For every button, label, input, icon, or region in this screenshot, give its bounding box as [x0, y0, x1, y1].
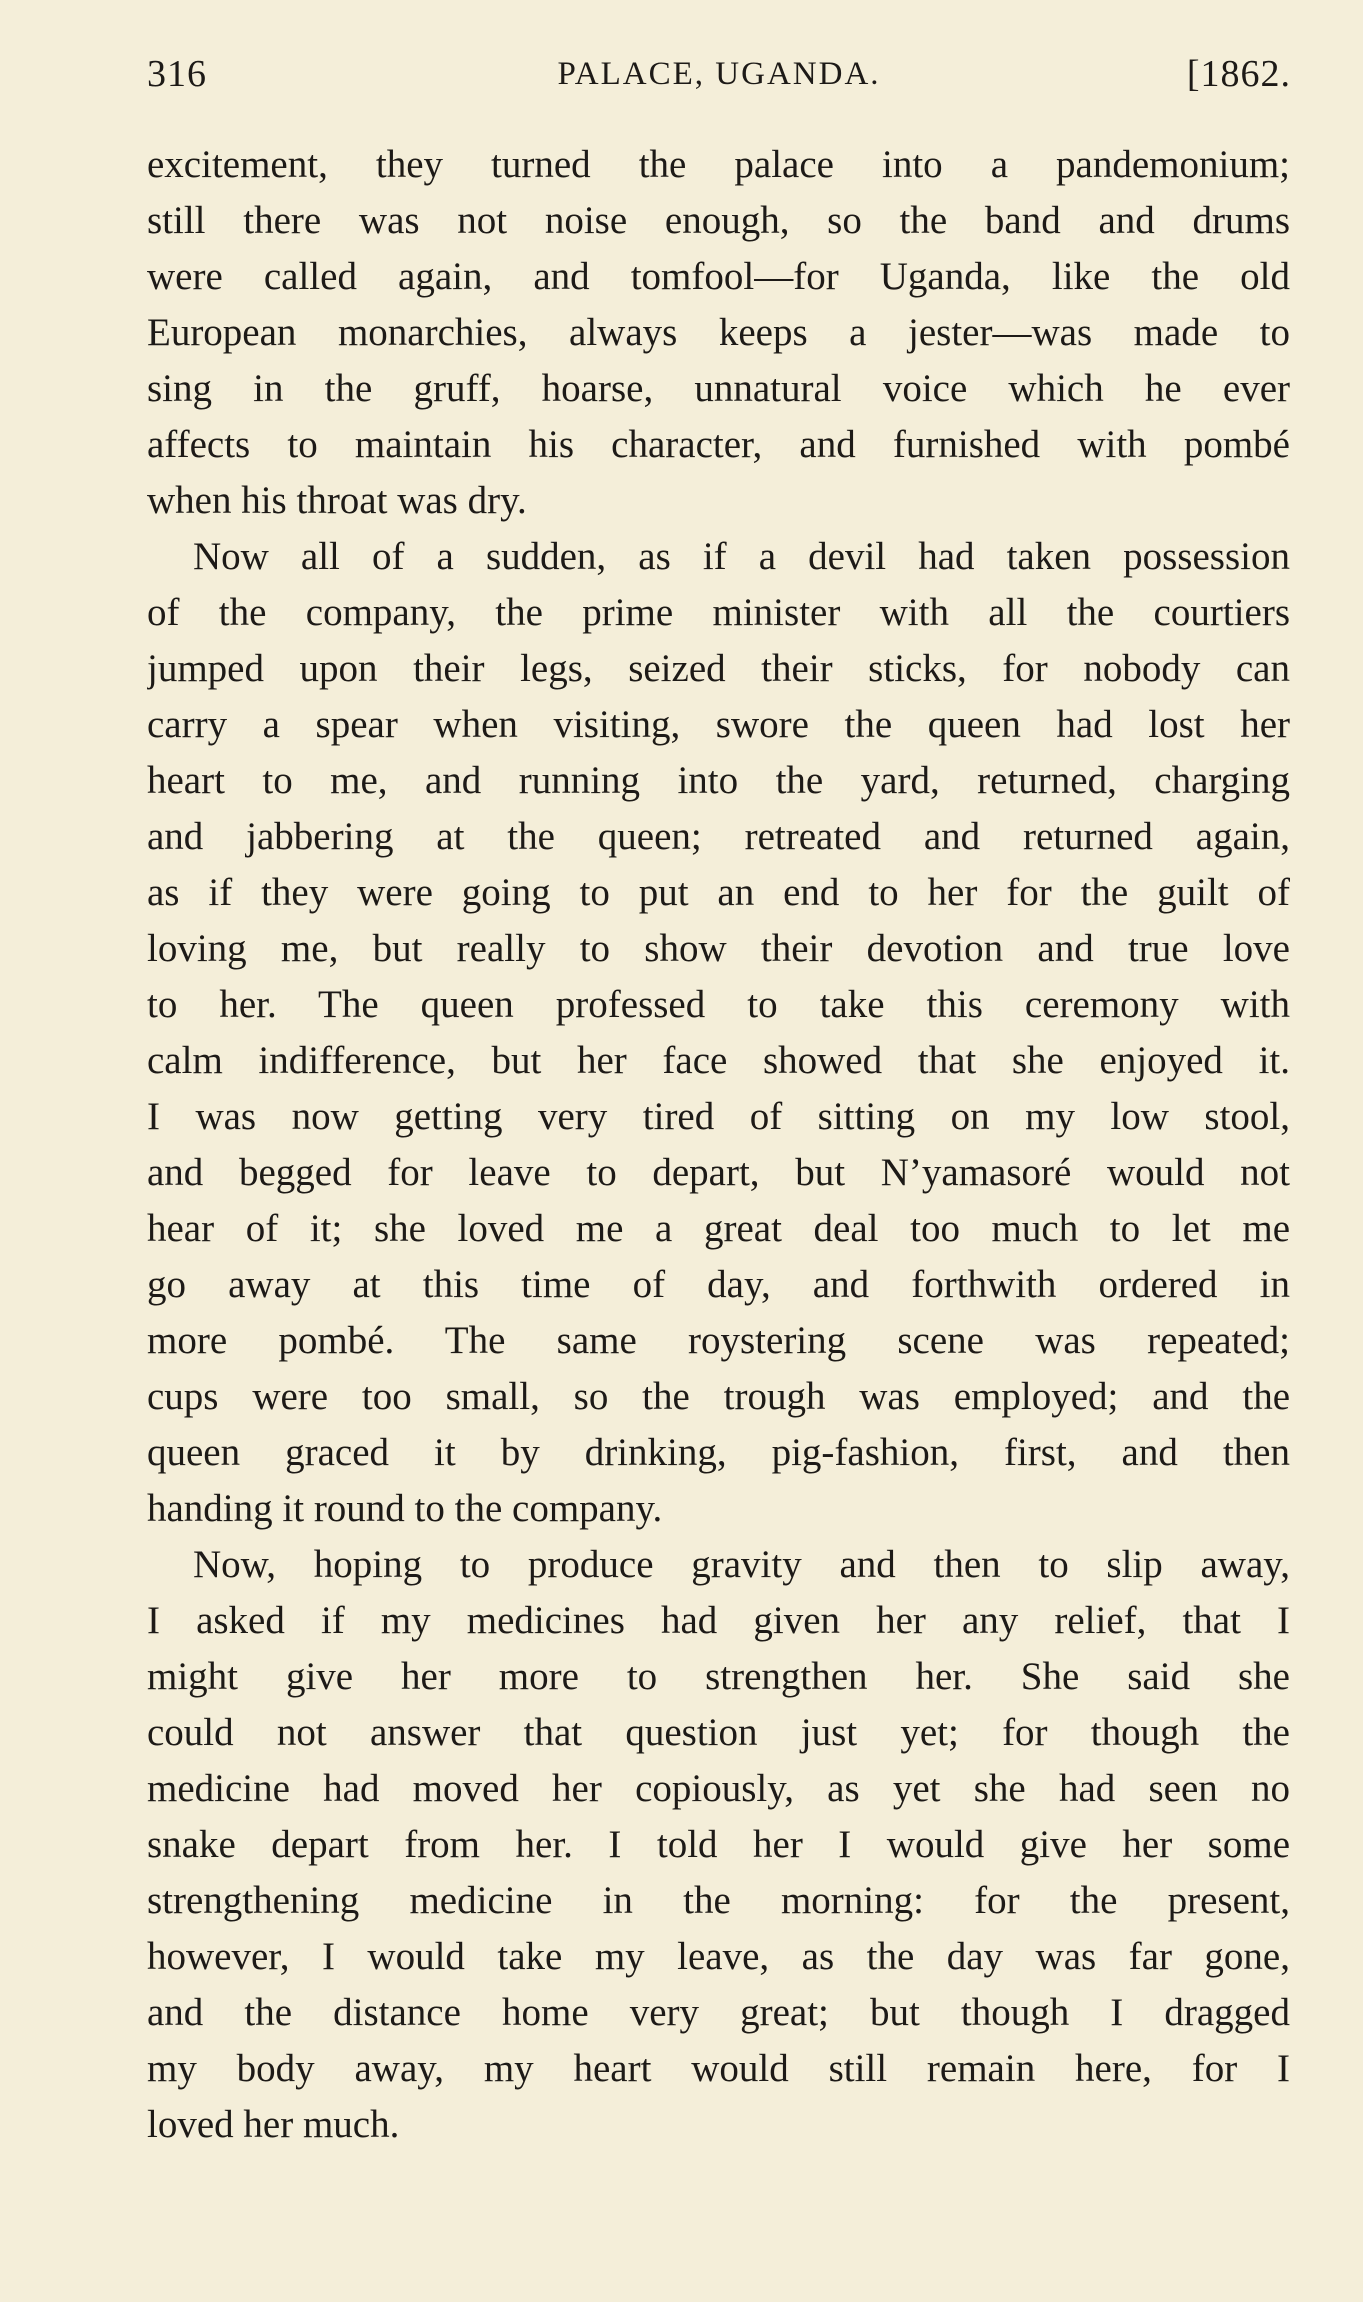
text-line: as if they were going to put an end to her for the guilt of [147, 871, 1290, 914]
text-line: my body away, my heart would still remain here, for I [147, 2047, 1290, 2090]
text-line: I was now getting very tired of sitting on my low stool, [147, 1095, 1290, 1138]
text-line: of the company, the prime minister with all the courtiers [147, 591, 1290, 634]
text-line: cups were too small, so the trough was employed; and the [147, 1375, 1290, 1418]
paragraph-3 [147, 1537, 1290, 2153]
text-line: strengthening medicine in the morning: for the present, [147, 1879, 1290, 1922]
text-line: and the distance home very great; but though I dragged [147, 1991, 1290, 2034]
text-line: I asked if my medicines had given her any relief, that I [147, 1599, 1290, 1642]
text-line: to her. The queen professed to take this ceremony with [147, 983, 1290, 1026]
body-text [147, 137, 1290, 2153]
text-line: and jabbering at the queen; retreated and returned again, [147, 815, 1290, 858]
text-line: Now, hoping to produce gravity and then to slip away, [193, 1543, 1290, 1586]
text-line: medicine had moved her copiously, as yet she had seen no [147, 1767, 1290, 1810]
text-line: excitement, they turned the palace into a pandemonium; [147, 143, 1290, 186]
text-line: jumped upon their legs, seized their sticks, for nobody can [147, 647, 1290, 690]
paragraph-2 [147, 529, 1290, 1537]
page-number: 316 [147, 53, 207, 95]
text-line: when his throat was dry. [147, 479, 527, 522]
page-header [147, 52, 1291, 112]
running-title: PALACE, UGANDA. [557, 56, 881, 92]
text-line: loved her much. [147, 2103, 400, 2146]
text-line: carry a spear when visiting, swore the queen had lost her [147, 703, 1290, 746]
text-line: might give her more to strengthen her. She said she [147, 1655, 1290, 1698]
text-line: loving me, but really to show their devotion and true love [147, 927, 1290, 970]
text-line: affects to maintain his character, and furnished with pombé [147, 423, 1290, 466]
text-line: snake depart from her. I told her I would give her some [147, 1823, 1290, 1866]
text-line: go away at this time of day, and forthwith ordered in [147, 1263, 1290, 1306]
text-line: however, I would take my leave, as the day was far gone, [147, 1935, 1290, 1978]
text-line: calm indifference, but her face showed that she enjoyed it. [147, 1039, 1290, 1082]
text-line: European monarchies, always keeps a jester—was made to [147, 311, 1290, 354]
text-line: still there was not noise enough, so the band and drums [147, 199, 1290, 242]
text-line: sing in the gruff, hoarse, unnatural voice which he ever [147, 367, 1290, 410]
text-line: and begged for leave to depart, but N’yamasoré would not [147, 1151, 1290, 1194]
text-line: more pombé. The same roystering scene was repeated; [147, 1319, 1290, 1362]
text-line: were called again, and tomfool—for Uganda, like the old [147, 255, 1290, 298]
text-line: queen graced it by drinking, pig-fashion, first, and then [147, 1431, 1290, 1474]
text-line: heart to me, and running into the yard, returned, charging [147, 759, 1290, 802]
text-line: hear of it; she loved me a great deal too much to let me [147, 1207, 1290, 1250]
text-line: Now all of a sudden, as if a devil had taken possession [193, 535, 1290, 578]
paragraph-1 [147, 137, 1290, 529]
header-year: [1862. [1186, 53, 1291, 95]
text-line: could not answer that question just yet; for though the [147, 1711, 1290, 1754]
text-line: handing it round to the company. [147, 1487, 663, 1530]
